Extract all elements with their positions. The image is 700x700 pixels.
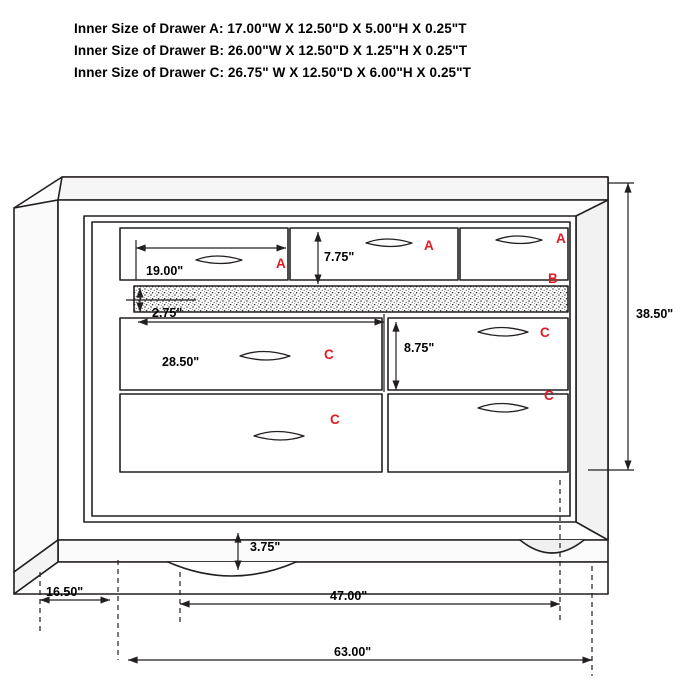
label-drawer-a-height: 7.75" [324,250,355,264]
spec-line-b: Inner Size of Drawer B: 26.00"W X 12.50"D X 1.25"H X 0.25"T [74,43,468,58]
drawer-c-left-bottom [120,394,382,472]
label-depth: 16.50" [46,585,84,599]
dresser-base-bottom-edge [14,562,608,594]
dresser-body [14,177,608,594]
label-total-height: 38.50" [636,307,674,321]
tag-drawer-c-right-top: C [540,325,550,340]
label-drawer-a-width: 19.00" [146,264,184,278]
label-total-width: 63.00" [334,645,372,659]
spec-line-c: Inner Size of Drawer C: 26.75" W X 12.50"D X 6.00"H X 0.25"T [74,65,472,80]
dresser-left-side [14,200,58,572]
dresser-right-frame [576,200,608,540]
drawer-a-center [290,228,458,280]
drawer-c-right-bottom [388,394,568,472]
spec-text-block [74,18,471,84]
tag-drawer-c-left-bottom: C [330,412,340,427]
tag-drawer-c-right-bottom: C [544,388,554,403]
label-drawer-c-height: 8.75" [404,341,435,355]
dresser-top-surface [58,177,608,200]
tag-drawer-c-left-middle: C [324,347,334,362]
tag-drawer-a-left: A [276,256,286,271]
label-base-height: 3.75" [250,540,281,554]
drawer-b-glitter [134,286,568,312]
tag-drawer-a-right: A [556,231,566,246]
label-drawer-c-width: 28.50" [162,355,200,369]
spec-line-a: Inner Size of Drawer A: 17.00"W X 12.50"D X 5.00"H X 0.25"T [74,21,467,36]
tag-drawer-b: B [548,271,558,286]
label-drawer-b-height: 2.75" [152,306,183,320]
tag-drawer-a-center: A [424,238,434,253]
label-inner-width: 47.00" [330,589,368,603]
